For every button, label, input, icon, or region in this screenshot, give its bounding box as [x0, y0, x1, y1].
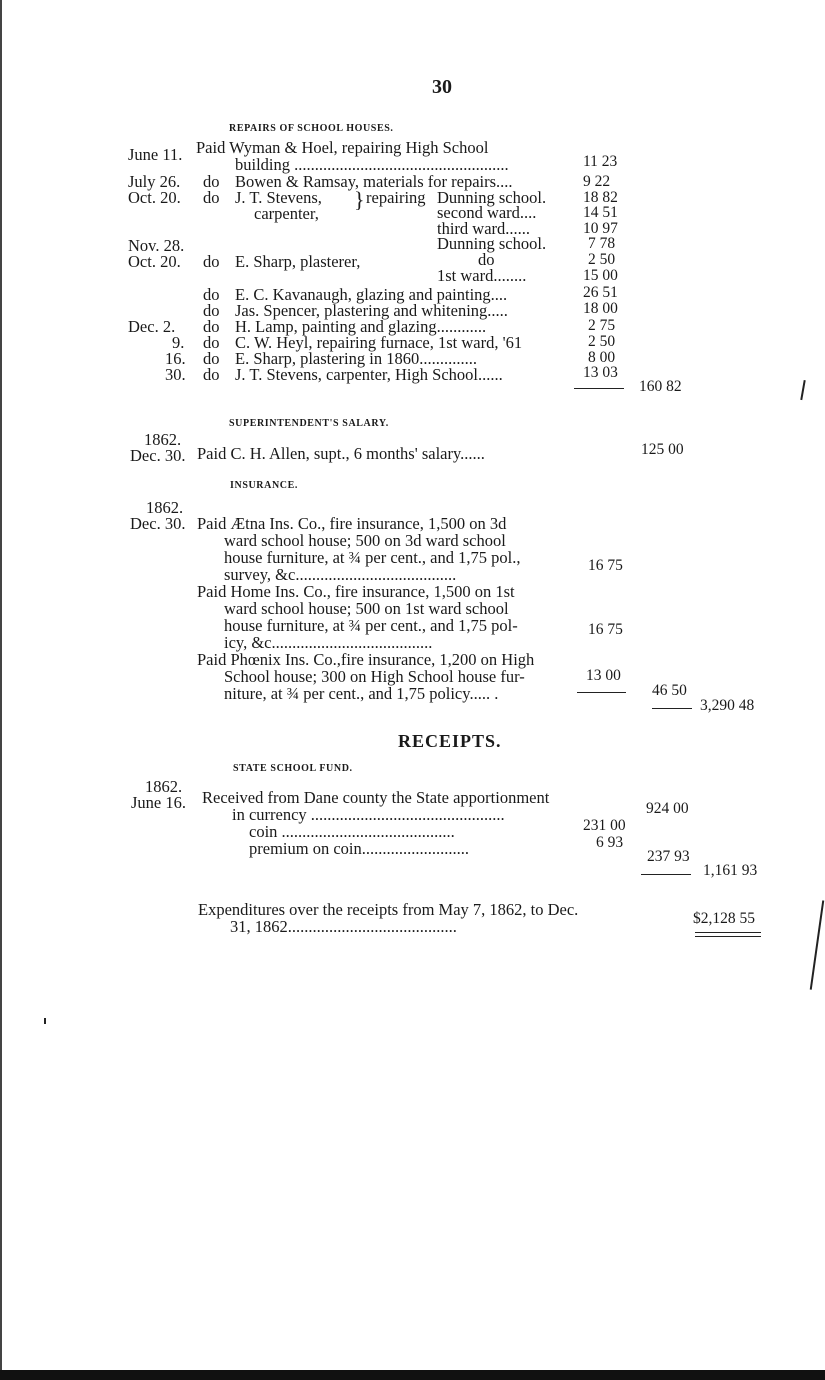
receipts-rule: [641, 874, 691, 875]
insurance-aetna-line-3: house furniture, at ¾ per cent., and 1,75 pol.,: [224, 548, 521, 567]
receipts-coin-amount: 231 00: [583, 817, 626, 834]
repairs-amount-3b: 14 51: [583, 204, 618, 221]
summary-line-1: Expenditures over the receipts from May 7, 1862, to Dec.: [198, 900, 579, 919]
repairs-date-1: June 11.: [128, 145, 183, 164]
repairs-subtotal-rule: [574, 388, 624, 389]
insurance-subtotal-rule: [577, 692, 626, 693]
repairs-do-2: do: [203, 172, 220, 191]
repairs-date-11: 30.: [165, 365, 186, 384]
repairs-text-2: Bowen & Ramsay, materials for repairs....: [235, 172, 513, 191]
repairs-repairing: repairing: [366, 188, 426, 207]
repairs-amount-1: 11 23: [583, 153, 618, 170]
insurance-home-line-2: ward school house; 500 on 1st ward school: [224, 599, 509, 618]
insurance-aetna-amount: 16 75: [588, 557, 623, 574]
insurance-home-line-4: icy, &c.......................................: [224, 633, 433, 652]
repairs-amount-5b: 15 00: [583, 267, 618, 284]
receipts-line-4: premium on coin..........................: [249, 839, 469, 858]
repairs-amount-3c: 10 97: [583, 220, 618, 237]
summary-double-rule-2: [695, 936, 761, 937]
repairs-text-11: J. T. Stevens, carpenter, High School......: [235, 365, 503, 384]
repairs-place-3a: Dunning school.: [437, 188, 547, 207]
receipts-currency-amount: 924 00: [646, 800, 689, 817]
repairs-amount-10: 8 00: [588, 349, 616, 366]
repairs-text-8: H. Lamp, painting and glazing............: [235, 317, 487, 336]
repairs-amount-2: 9 22: [583, 173, 611, 190]
margin-mark: [800, 380, 805, 400]
repairs-role-3: carpenter,: [254, 204, 319, 223]
receipts-premium-amount: 6 93: [596, 834, 624, 851]
salary-year: 1862.: [144, 430, 182, 449]
receipts-line-1: Received from Dane county the State apportionment: [202, 788, 550, 807]
insurance-aetna-line-1: Paid Ætna Ins. Co., fire insurance, 1,500 on 3d: [197, 514, 507, 533]
repairs-ditto-5: do: [478, 250, 495, 269]
insurance-phoenix-line-2: School house; 300 on High School house fur-: [224, 667, 525, 686]
repairs-do-8: do: [203, 317, 220, 336]
page-edge-bottom: [0, 1370, 825, 1380]
repairs-place-4: Dunning school.: [437, 234, 547, 253]
repairs-amount-6: 26 51: [583, 284, 618, 301]
receipts-date: June 16.: [131, 793, 186, 812]
repairs-text-6: E. C. Kavanaugh, glazing and painting....: [235, 285, 508, 304]
insurance-year: 1862.: [146, 498, 184, 517]
repairs-date-5: Oct. 20.: [128, 252, 181, 271]
repairs-text-7: Jas. Spencer, plastering and whitening.....: [235, 301, 508, 320]
salary-text: Paid C. H. Allen, supt., 6 months' salary......: [197, 444, 485, 463]
repairs-date-10: 16.: [165, 349, 186, 368]
margin-mark: [810, 900, 824, 989]
insurance-aetna-line-2: ward school house; 500 on 3d ward school: [224, 531, 506, 550]
salary-heading: SUPERINTENDENT'S SALARY.: [229, 418, 389, 429]
repairs-amount-11: 13 03: [583, 364, 618, 381]
speck-mark: [44, 1018, 46, 1024]
receipts-heading: RECEIPTS.: [398, 731, 502, 751]
grand-total-rule: [652, 708, 692, 709]
repairs-heading: REPAIRS OF SCHOOL HOUSES.: [229, 123, 394, 134]
repairs-do-9: do: [203, 333, 220, 352]
repairs-do-3: do: [203, 188, 220, 207]
insurance-aetna-line-4: survey, &c.......................................: [224, 565, 457, 584]
insurance-home-line-1: Paid Home Ins. Co., fire insurance, 1,500 on 1st: [197, 582, 515, 601]
repairs-amount-3a: 18 82: [583, 189, 618, 206]
summary-line-2: 31, 1862.........................................: [230, 917, 457, 936]
repairs-amount-9: 2 50: [588, 333, 616, 350]
insurance-home-line-3: house furniture, at ¾ per cent., and 1,75 pol-: [224, 616, 518, 635]
repairs-do-6: do: [203, 285, 220, 304]
repairs-do-11: do: [203, 365, 220, 384]
repairs-place-3c: third ward......: [437, 219, 531, 238]
repairs-name-3: J. T. Stevens,: [235, 188, 322, 207]
salary-date: Dec. 30.: [130, 446, 186, 465]
repairs-do-7: do: [203, 301, 220, 320]
page-edge-left: [0, 0, 2, 1380]
receipts-line-2: in currency ...............................................: [232, 805, 505, 824]
repairs-amount-7: 18 00: [583, 300, 618, 317]
insurance-phoenix-line-3: niture, at ¾ per cent., and 1,75 policy..... .: [224, 684, 499, 703]
repairs-text-1a: Paid Wyman & Hoel, repairing High School: [196, 138, 489, 157]
repairs-text-1b: building ....................................................: [235, 155, 509, 174]
expenditures-grand-total: 3,290 48: [700, 697, 755, 714]
insurance-heading: INSURANCE.: [230, 480, 298, 491]
repairs-date-4: Nov. 28.: [128, 236, 185, 255]
insurance-date: Dec. 30.: [130, 514, 186, 533]
repairs-amount-5a: 2 50: [588, 251, 616, 268]
repairs-date-3: Oct. 20.: [128, 188, 181, 207]
receipts-sub-heading: STATE SCHOOL FUND.: [233, 763, 353, 774]
page-number: 30: [432, 76, 452, 98]
receipts-line-3: coin ..........................................: [249, 822, 455, 841]
receipts-year: 1862.: [145, 777, 183, 796]
salary-amount: 125 00: [641, 441, 684, 458]
repairs-date-8: Dec. 2.: [128, 317, 176, 336]
repairs-amount-8: 2 75: [588, 317, 616, 334]
insurance-total: 46 50: [652, 682, 687, 699]
summary-double-rule-1: [695, 932, 761, 933]
repairs-do-10: do: [203, 349, 220, 368]
repairs-name-5: E. Sharp, plasterer,: [235, 252, 361, 271]
receipts-total: 1,161 93: [703, 862, 758, 879]
repairs-total: 160 82: [639, 378, 682, 395]
repairs-text-10: E. Sharp, plastering in 1860..............: [235, 349, 477, 368]
repairs-text-9: C. W. Heyl, repairing furnace, 1st ward, '61: [235, 333, 523, 352]
brace-glyph: }: [354, 187, 365, 212]
insurance-home-amount: 16 75: [588, 621, 623, 638]
insurance-phoenix-amount: 13 00: [586, 667, 621, 684]
repairs-amount-4: 7 78: [588, 235, 616, 252]
summary-amount: $2,128 55: [693, 910, 755, 927]
repairs-place-5: 1st ward........: [437, 266, 527, 285]
repairs-date-2: July 26.: [128, 172, 181, 191]
repairs-do-5: do: [203, 252, 220, 271]
receipts-subtotal: 237 93: [647, 848, 690, 865]
insurance-phoenix-line-1: Paid Phœnix Ins. Co.,fire insurance, 1,200 on High: [197, 650, 535, 669]
repairs-date-9: 9.: [172, 333, 185, 352]
repairs-place-3b: second ward....: [437, 203, 537, 222]
